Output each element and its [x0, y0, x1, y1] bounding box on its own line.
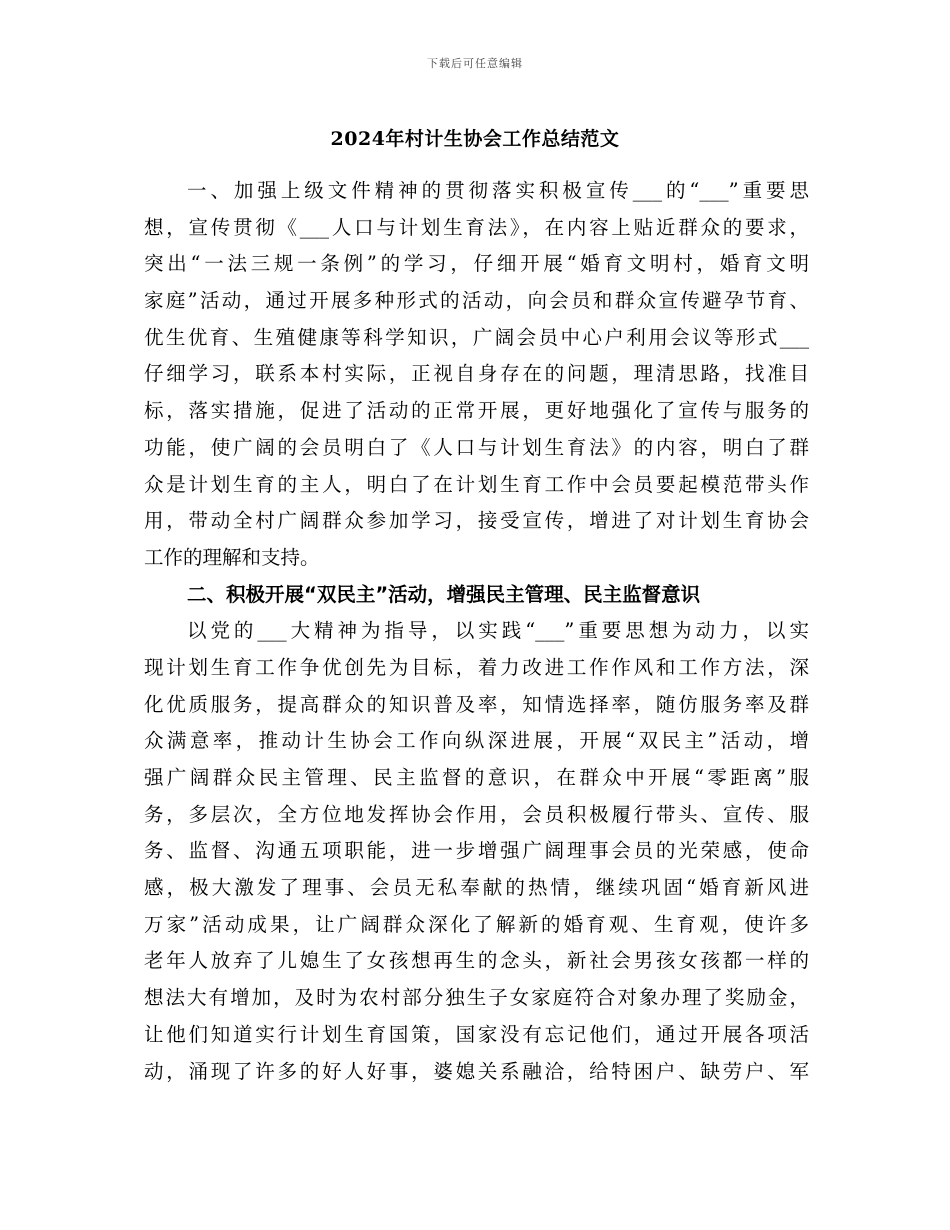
paragraph-line: 老年人放弃了儿媳生了女孩想再生的念头，新社会男孩女孩都一样的 — [144, 949, 809, 973]
paragraph-line: 众满意率，推动计生协会工作向纵深进展，开展“双民主”活动，增 — [144, 729, 809, 753]
paragraph-line: 想法大有增加，及时为农村部分独生子女家庭符合对象办理了奖励金， — [144, 986, 809, 1010]
paragraph-line: 工作的理解和支持。 — [144, 545, 320, 569]
paragraph-line: 众是计划生育的主人，明白了在计划生育工作中会员要起模范带头作 — [144, 472, 809, 496]
paragraph-line: 优生优育、生殖健康等科学知识，广阔会员中心户利用会议等形式___ — [144, 325, 809, 349]
document-title: 2024年村计生协会工作总结范文 — [330, 128, 620, 150]
paragraph-line: 万家”活动成果，让广阔群众深化了解新的婚育观、生育观，使许多 — [144, 912, 809, 936]
paragraph-line: 用，带动全村广阔群众参加学习，接受宣传，增进了对计划生育协会 — [144, 509, 809, 533]
paragraph-line: 强广阔群众民主管理、民主监督的意识，在群众中开展“零距离”服 — [144, 766, 809, 789]
paragraph-line: 仔细学习，联系本村实际，正视自身存在的问题，理清思路，找准目 — [144, 362, 809, 386]
paragraph-line: 化优质服务，提高群众的知识普及率，知情选择率，随仿服务率及群 — [144, 692, 809, 716]
paragraph-line: 感，极大激发了理事、会员无私奉献的热情，继续巩固“婚育新风进 — [144, 876, 809, 900]
paragraph-line: 标，落实措施，促进了活动的正常开展，更好地强化了宣传与服务的 — [144, 399, 809, 423]
paragraph-line: 突出“一法三规一条例”的学习，仔细开展“婚育文明村，婚育文明 — [144, 252, 809, 276]
document-body — [144, 173, 809, 1090]
paragraph-line: 想，宣传贯彻《___人口与计划生育法》，在内容上贴近群众的要求， — [144, 215, 809, 239]
paragraph-line: 务，多层次，全方位地发挥协会作用，会员积极履行带头、宣传、服 — [144, 802, 809, 826]
section-heading: 二、积极开展“双民主”活动，增强民主管理、民主监督意识 — [187, 582, 701, 606]
paragraph-line: 现计划生育工作争优创先为目标，着力改进工作作风和工作方法，深 — [144, 655, 809, 679]
paragraph-line: 以党的___大精神为指导，以实践“___”重要思想为动力，以实 — [187, 619, 809, 643]
page-header-note: 下载后可任意编辑 — [427, 57, 523, 70]
paragraph-line: 家庭”活动，通过开展多种形式的活动，向会员和群众宣传避孕节育、 — [144, 289, 809, 313]
paragraph-line: 一、加强上级文件精神的贯彻落实积极宣传___的“___”重要思 — [187, 179, 809, 202]
paragraph-line: 功能，使广阔的会员明白了《人口与计划生育法》的内容，明白了群 — [144, 435, 809, 459]
paragraph-line: 动，涌现了许多的好人好事，婆媳关系融洽，给特困户、缺劳户、军 — [144, 1059, 809, 1083]
paragraph-line: 务、监督、沟通五项职能，进一步增强广阔理事会员的光荣感，使命 — [144, 839, 809, 863]
paragraph-line: 让他们知道实行计划生育国策，国家没有忘记他们，通过开展各项活 — [144, 1022, 809, 1046]
